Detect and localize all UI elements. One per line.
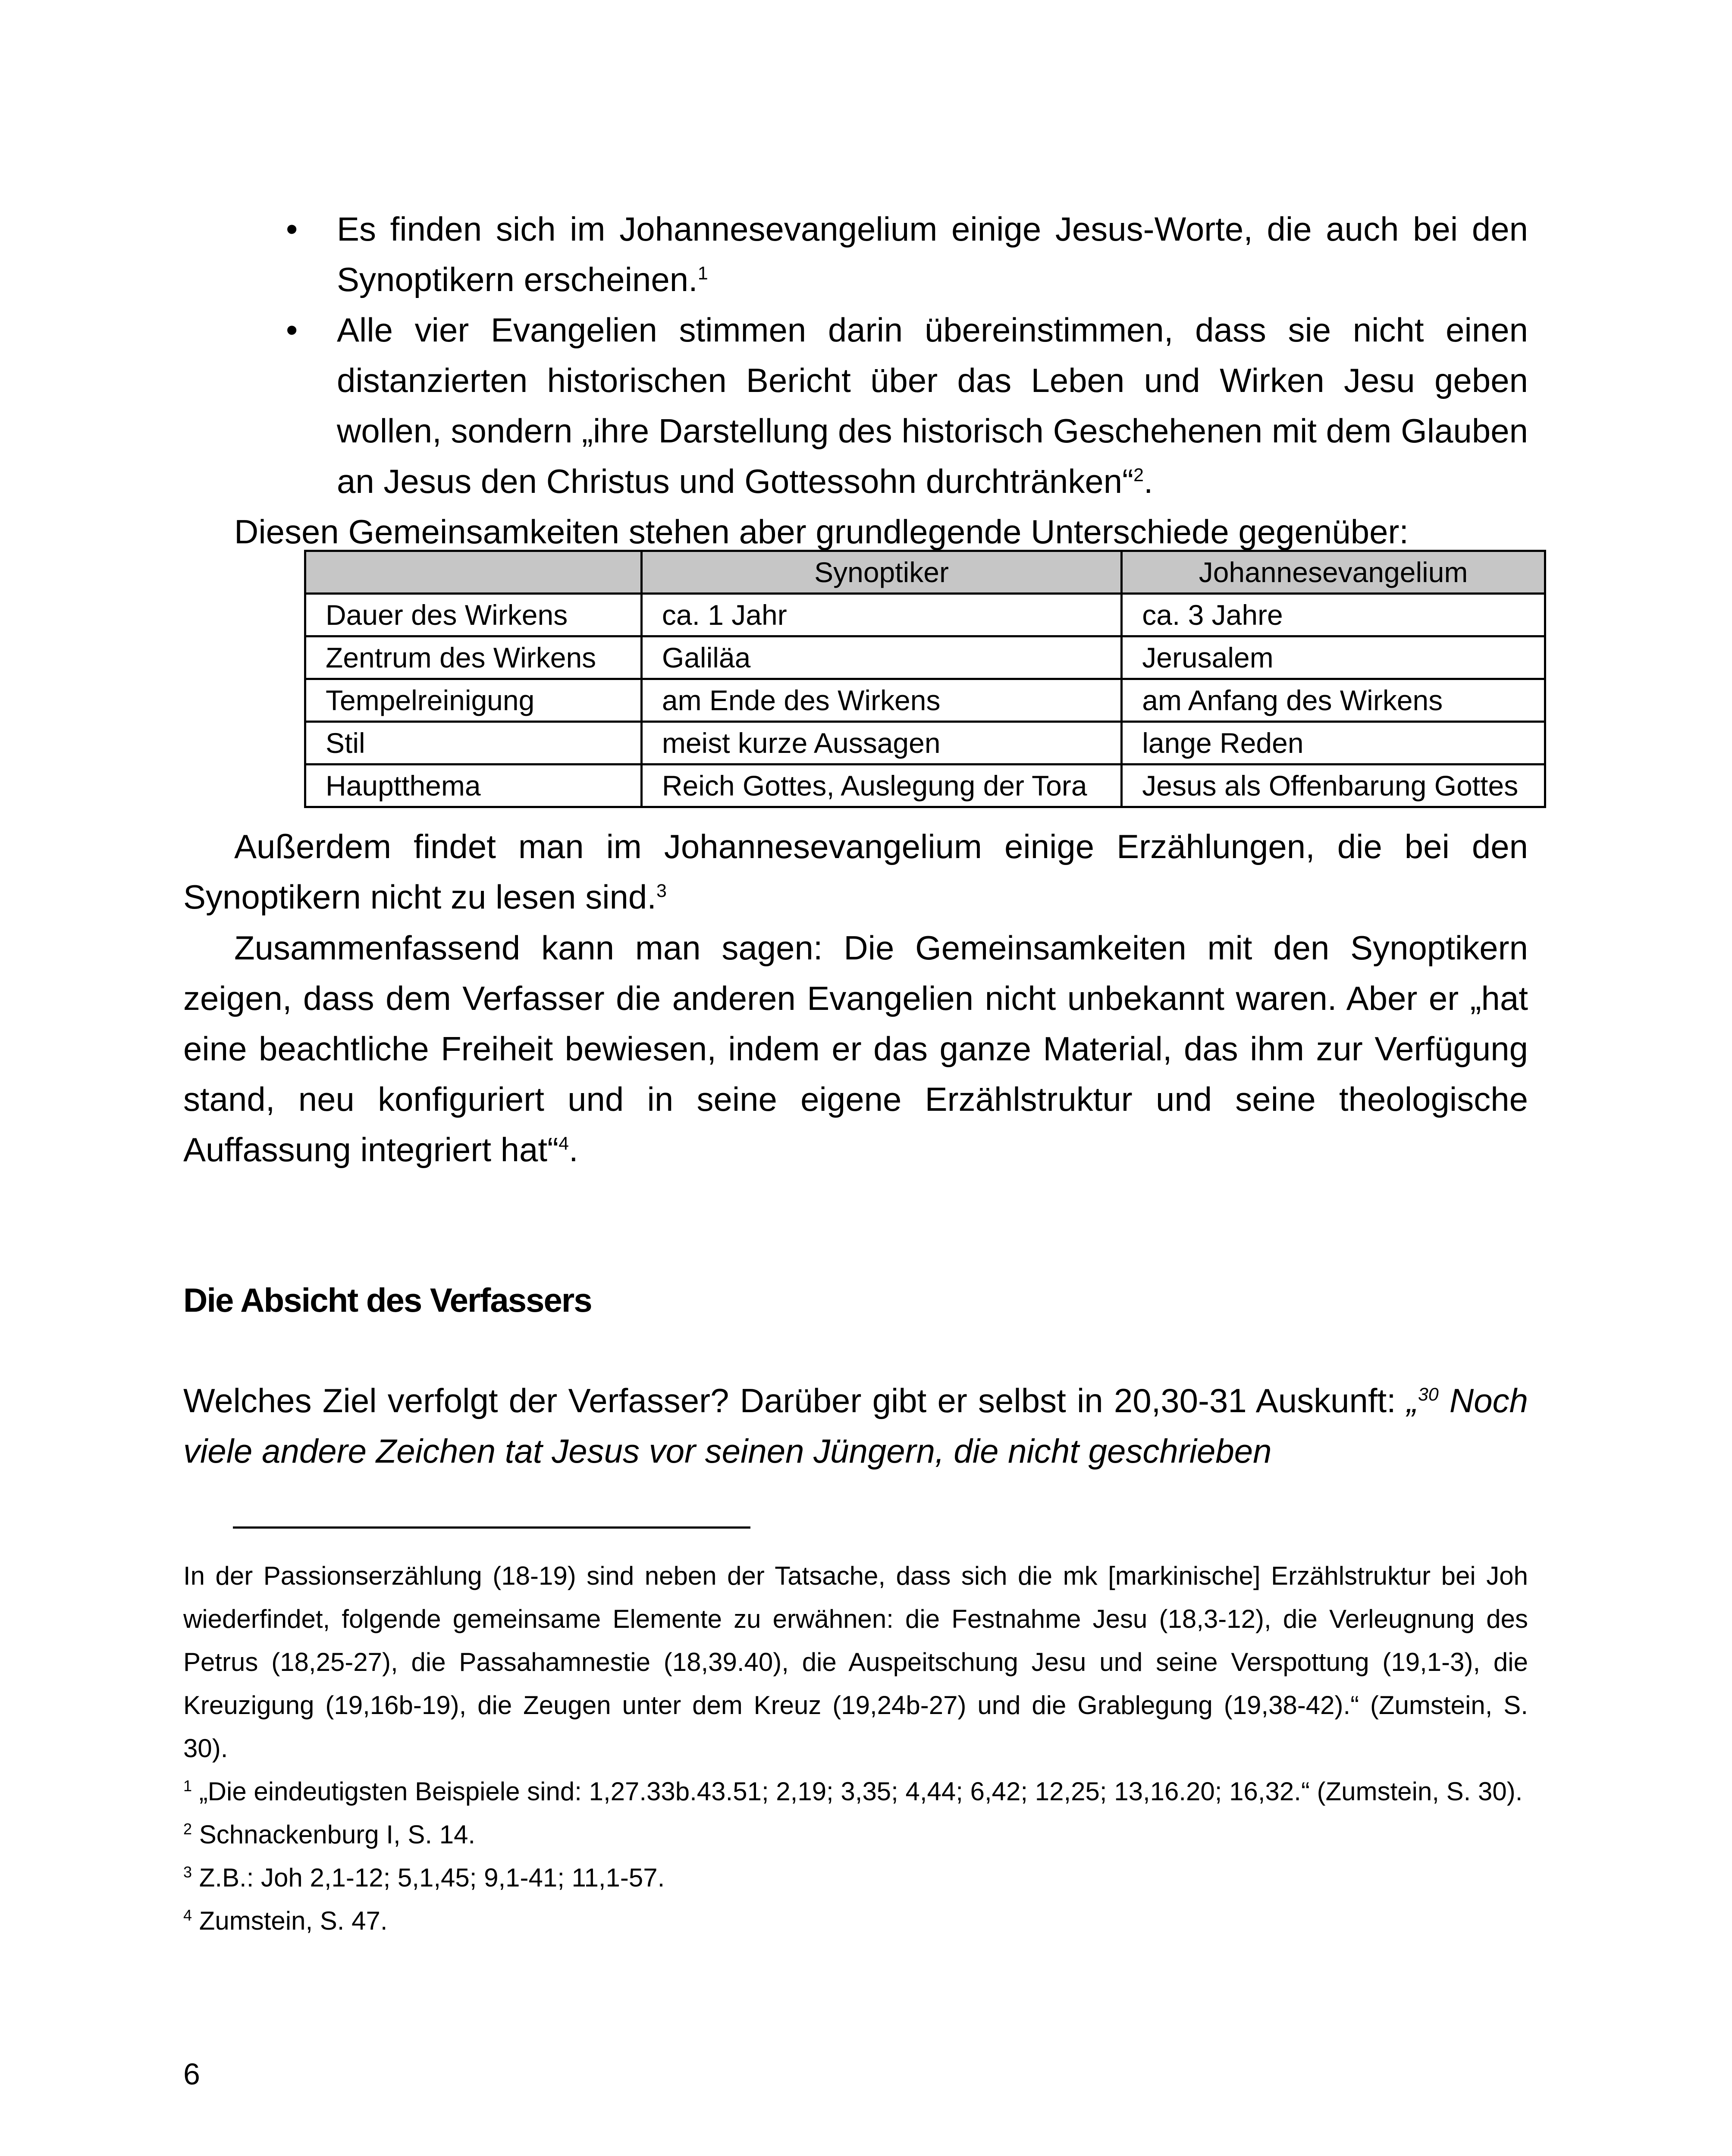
bullet-item bbox=[277, 305, 1528, 507]
footnote bbox=[183, 1856, 1528, 1899]
table-row bbox=[305, 765, 1545, 807]
paragraph bbox=[183, 1376, 1528, 1476]
footnote-number: 4 bbox=[183, 1906, 192, 1924]
footnote-separator bbox=[233, 1526, 750, 1529]
footnote-number: 2 bbox=[183, 1820, 192, 1838]
paragraph bbox=[183, 821, 1528, 922]
table-cell: ca. 3 Jahre bbox=[1122, 594, 1545, 636]
table-header-cell: Johannesevangelium bbox=[1122, 551, 1545, 594]
table-cell: Stil bbox=[305, 722, 642, 765]
paragraph bbox=[183, 923, 1528, 1175]
table-cell: lange Reden bbox=[1122, 722, 1545, 765]
footnote-text: In der Passionserzählung (18-19) sind neben der Tatsache, dass sich die mk [markinische] Erzählstruktur bei Joh wiederfindet, folgende gemeinsame Elemente zu erwähnen: die Festnahme Jesu (18,3-12), die Verleugnung des Petrus (18,25-27), die Passahamnestie (18,39.40), die Auspeitschung Jesu und seine Verspottung (19,1-3), die Kreuzigung (19,16b-19), die Zeugen unter dem Kreuz (19,24b-27) und die Grablegung (19,38-42).“ (Zumstein, S. 30). bbox=[183, 1561, 1528, 1763]
table-cell: Reich Gottes, Auslegung der Tora bbox=[641, 765, 1121, 807]
footnote-text: Schnackenburg I, S. 14. bbox=[199, 1820, 476, 1849]
table-cell: Jesus als Offenbarung Gottes bbox=[1122, 765, 1545, 807]
footnote-text: Z.B.: Joh 2,1-12; 5,1,45; 9,1-41; 11,1-57. bbox=[199, 1863, 665, 1892]
footnote bbox=[183, 1770, 1528, 1813]
footnote-ref[interactable]: 1 bbox=[697, 263, 708, 284]
footnote-text: Zumstein, S. 47. bbox=[199, 1906, 388, 1935]
table-cell: ca. 1 Jahr bbox=[641, 594, 1121, 636]
bullet-icon: • bbox=[286, 210, 298, 248]
footnote-list bbox=[183, 1554, 1528, 1943]
footnote-ref[interactable]: 3 bbox=[656, 881, 667, 901]
verse-number: 30 bbox=[1418, 1384, 1439, 1405]
bullet-list bbox=[277, 204, 1528, 507]
table-header-row bbox=[305, 551, 1545, 594]
quote-text: Noch viele andere Zeichen tat Jesus vor seinen Jüngern, die nicht geschrieben bbox=[183, 1382, 1528, 1470]
table-cell: Tempelreinigung bbox=[305, 679, 642, 722]
quote-mark: „ bbox=[1407, 1382, 1418, 1420]
table-cell: meist kurze Aussagen bbox=[641, 722, 1121, 765]
footnote-text: „Die eindeutigsten Beispiele sind: 1,27.33b.43.51; 2,19; 3,35; 4,44; 6,42; 12,25; 13,16.20; 16,32.“ (Zumstein, S. 30). bbox=[199, 1777, 1523, 1806]
paragraph-text: Außerdem findet man im Johannesevangelium einige Erzählungen, die bei den Synoptikern nicht zu lesen sind. bbox=[183, 827, 1528, 916]
paragraph-text: Zusammenfassend kann man sagen: Die Gemeinsamkeiten mit den Synoptikern zeigen, dass dem Verfasser die anderen Evangelien nicht unbekannt waren. Aber er „hat eine beachtliche Freiheit bewiesen, indem er das ganze Material, das ihm zur Verfügung stand, neu konfiguriert und in seine eigene Erzählstruktur und seine theologische Auffassung integriert hat“ bbox=[183, 929, 1528, 1169]
table-row bbox=[305, 636, 1545, 679]
bullet-text: Es finden sich im Johannesevangelium einige Jesus-Worte, die auch bei den Synoptikern erscheinen. bbox=[337, 210, 1528, 298]
footnote-number: 1 bbox=[183, 1777, 192, 1795]
footnote bbox=[183, 1899, 1528, 1943]
footnote bbox=[183, 1813, 1528, 1856]
table-row bbox=[305, 679, 1545, 722]
table-intro: Diesen Gemeinsamkeiten stehen aber grundlegende Unterschiede gegenüber: bbox=[234, 513, 1409, 551]
footnote-number: 3 bbox=[183, 1863, 192, 1881]
table-header-cell: Synoptiker bbox=[641, 551, 1121, 594]
table-header-cell bbox=[305, 551, 642, 594]
table-cell: Zentrum des Wirkens bbox=[305, 636, 642, 679]
punctuation: . bbox=[1143, 462, 1153, 500]
punctuation: . bbox=[568, 1131, 578, 1169]
bullet-icon: • bbox=[286, 311, 298, 349]
footnote-ref[interactable]: 2 bbox=[1133, 465, 1144, 486]
table-row bbox=[305, 722, 1545, 765]
table-cell: am Anfang des Wirkens bbox=[1122, 679, 1545, 722]
section-heading: Die Absicht des Verfassers bbox=[183, 1281, 592, 1319]
page-number: 6 bbox=[183, 2057, 200, 2091]
paragraph-text: Welches Ziel verfolgt der Verfasser? Darüber gibt er selbst in 20,30-31 Auskunft: bbox=[183, 1382, 1396, 1420]
table-cell: Galiläa bbox=[641, 636, 1121, 679]
comparison-table bbox=[304, 550, 1546, 808]
table-cell: Hauptthema bbox=[305, 765, 642, 807]
table-row bbox=[305, 594, 1545, 636]
bullet-text: Alle vier Evangelien stimmen darin übereinstimmen, dass sie nicht einen distanzierten historischen Bericht über das Leben und Wirken Jesu geben wollen, sondern „ihre Darstellung des historisch Geschehenen mit dem Glauben an Jesus den Christus und Gottessohn durchtränken“ bbox=[337, 311, 1528, 500]
table-cell: am Ende des Wirkens bbox=[641, 679, 1121, 722]
footnote bbox=[183, 1554, 1528, 1770]
footnote-ref[interactable]: 4 bbox=[559, 1133, 569, 1154]
bullet-item bbox=[277, 204, 1528, 305]
table-cell: Dauer des Wirkens bbox=[305, 594, 642, 636]
table-cell: Jerusalem bbox=[1122, 636, 1545, 679]
